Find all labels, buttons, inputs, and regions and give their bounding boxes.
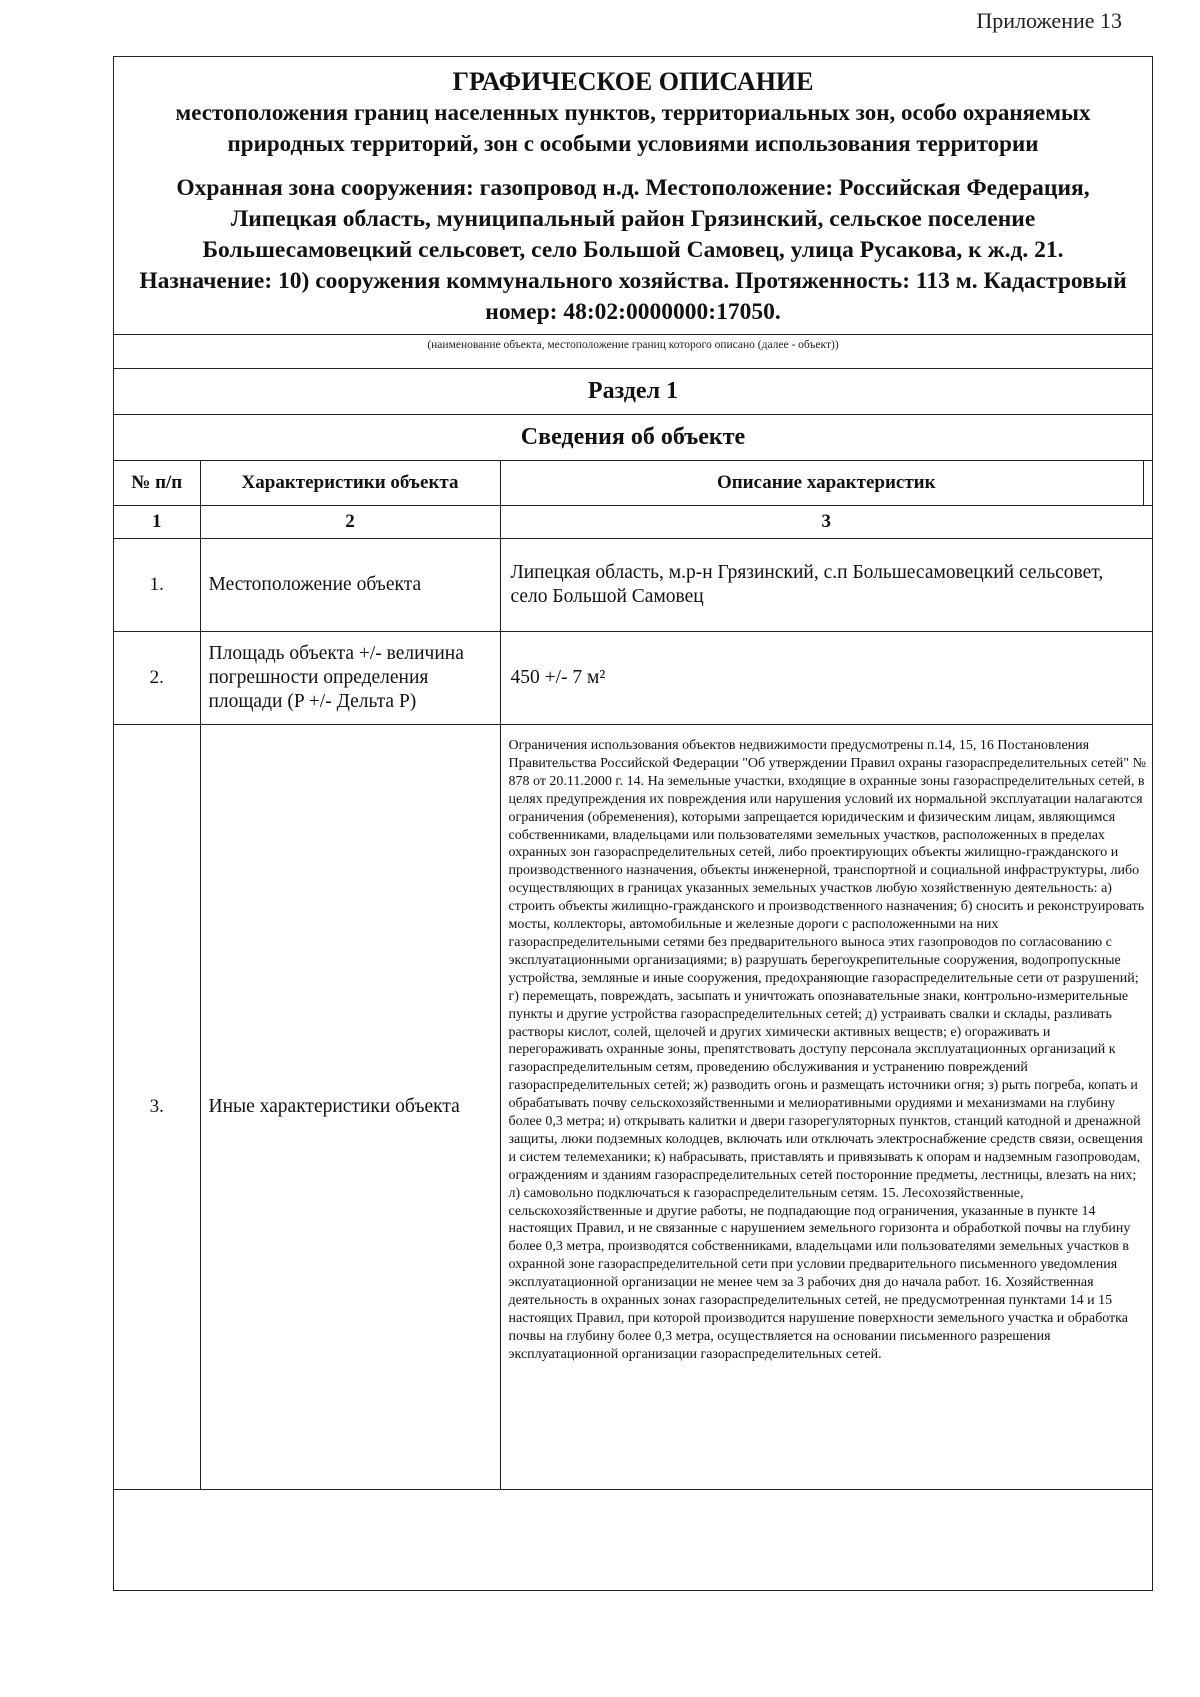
row-number: 1. bbox=[114, 539, 200, 632]
section-label: Раздел 1 bbox=[114, 369, 1152, 415]
blank-area bbox=[114, 1490, 1152, 1590]
row-characteristic: Местоположение объекта bbox=[200, 539, 500, 632]
document-subtitle: местоположения границ населенных пунктов, территориальных зон, особо охраняемых природных территорий, зон с особыми условиями использования территории bbox=[175, 100, 1091, 156]
table-index-row bbox=[114, 506, 1152, 539]
row-characteristic: Площадь объекта +/- величина погрешности определения площади (P +/- Дельта P) bbox=[200, 632, 500, 725]
header-block bbox=[114, 57, 1152, 335]
row-number: 2. bbox=[114, 632, 200, 725]
column-header-description: Описание характеристик bbox=[500, 461, 1152, 506]
document-frame bbox=[113, 56, 1153, 1591]
column-index: 2 bbox=[200, 506, 500, 539]
object-caption: (наименование объекта, местоположение границ которого описано (далее - объект)) bbox=[114, 335, 1152, 369]
appendix-label: Приложение 13 bbox=[976, 8, 1122, 33]
table-row bbox=[114, 725, 1152, 1490]
column-index: 1 bbox=[114, 506, 200, 539]
row-description: Ограничения использования объектов недвижимости предусмотрены п.14, 15, 16 Постановления Правительства Российской Федерации "Об утверждении Правил охраны газораспределительных сетей" № 878 от 20.11.2000 г. 14. На земельные участки, входящие в охранные зоны газораспределительных сетей, в целях предупреждения их повреждения или нарушения условий их нормальной эксплуатации налагаются ограничения (обременения), которыми запрещается юридическим и физическим лицам, являющимся собственниками, владельцами или пользователями земельных участков, расположенных в пределах охранных зон газораспределительных сетей, либо проектирующих объекты жилищно-гражданского и производственного назначения, объекты инженерной, транспортной и социальной инфраструктуры, либо осуществляющих в границах указанных земельных участков любую хозяйственную деятельность: а) строить объекты жилищно-гражданского и производственного назначения; б) сносить и реконструировать мосты, коллекторы, автомобильные и железные дороги с расположенными на них газораспределительными сетями без предварительного выноса этих газопроводов по согласованию с эксплуатационными организациями; в) разрушать берегоукрепительные сооружения, водопропускные устройства, земляные и иные сооружения, предохраняющие газораспределительные сети от разрушений; г) перемещать, повреждать, засыпать и уничтожать опознавательные знаки, контрольно-измерительные пункты и другие устройства газораспределительных сетей; д) устраивать свалки и склады, разливать растворы кислот, солей, щелочей и других химически активных веществ; е) огораживать и перегораживать охранные зоны, препятствовать доступу персонала эксплуатационных организаций к газораспределительным сетям, проведению обслуживания и устранению повреждений газораспределительных сетей; ж) разводить огонь и размещать источники огня; з) рыть погреба, копать и обрабатывать почву сельскохозяйственными и мелиоративными орудиями и механизмами на глубину более 0,3 метра; и) открывать калитки и двери газорегуляторных пунктов, станций катодной и дренажной защиты, люки подземных колодцев, включать или отключать электроснабжение средств связи, освещения и систем телемеханики; к) набрасывать, приставлять и привязывать к опорам и надземным газопроводам, ограждениям и зданиям газораспределительных сетей посторонние предметы, лестницы, влезать на них; л) самовольно подключаться к газораспределительным сетям. 15. Лесохозяйственные, сельскохозяйственные и другие работы, не подпадающие под ограничения, указанные в пункте 14 настоящих Правил, и не связанные с нарушением земельного горизонта и обработкой почвы на глубину более 0,3 метра, производятся собственниками, владельцами или пользователями земельных участков в охранной зоне газораспределительной сети при условии предварительного письменного уведомления эксплуатационной организации не менее чем за 3 рабочих дня до начала работ. 16. Хозяйственная деятельность в охранных зонах газораспределительных сетей, не предусмотренная пунктами 14 и 15 настоящих Правил, при которой производится нарушение поверхности земельного участка и обработка почвы на глубину более 0,3 метра, осуществляется на основании письменного разрешения эксплуатационной организации газораспределительных сетей. bbox=[500, 725, 1152, 1490]
section-title: Сведения об объекте bbox=[114, 415, 1152, 461]
row-characteristic: Иные характеристики объекта bbox=[200, 725, 500, 1490]
row-description: 450 +/- 7 м² bbox=[500, 632, 1152, 725]
column-header-number: № п/п bbox=[114, 461, 200, 506]
row-description: Липецкая область, м.р-н Грязинский, с.п Большесамовецкий сельсовет, село Большой Самовец bbox=[500, 539, 1152, 632]
document-title: ГРАФИЧЕСКОЕ ОПИСАНИЕ bbox=[452, 67, 814, 96]
object-name: Охранная зона сооружения: газопровод н.д. Местоположение: Российская Федерация, Липецкая область, муниципальный район Грязинский, сельское поселение Большесамовецкий сельсовет, село Большой Самовец, улица Русакова, к ж.д. 21. Назначение: 10) сооружения коммунального хозяйства. Протяженность: 113 м. Кадастровый номер: 48:02:0000000:17050. bbox=[139, 175, 1127, 325]
row-number: 3. bbox=[114, 725, 200, 1490]
table-row bbox=[114, 539, 1152, 632]
table-header-row bbox=[114, 461, 1152, 506]
column-index: 3 bbox=[500, 506, 1152, 539]
table-row bbox=[114, 632, 1152, 725]
object-info-table bbox=[114, 461, 1152, 1490]
column-header-characteristic: Характеристики объекта bbox=[200, 461, 500, 506]
